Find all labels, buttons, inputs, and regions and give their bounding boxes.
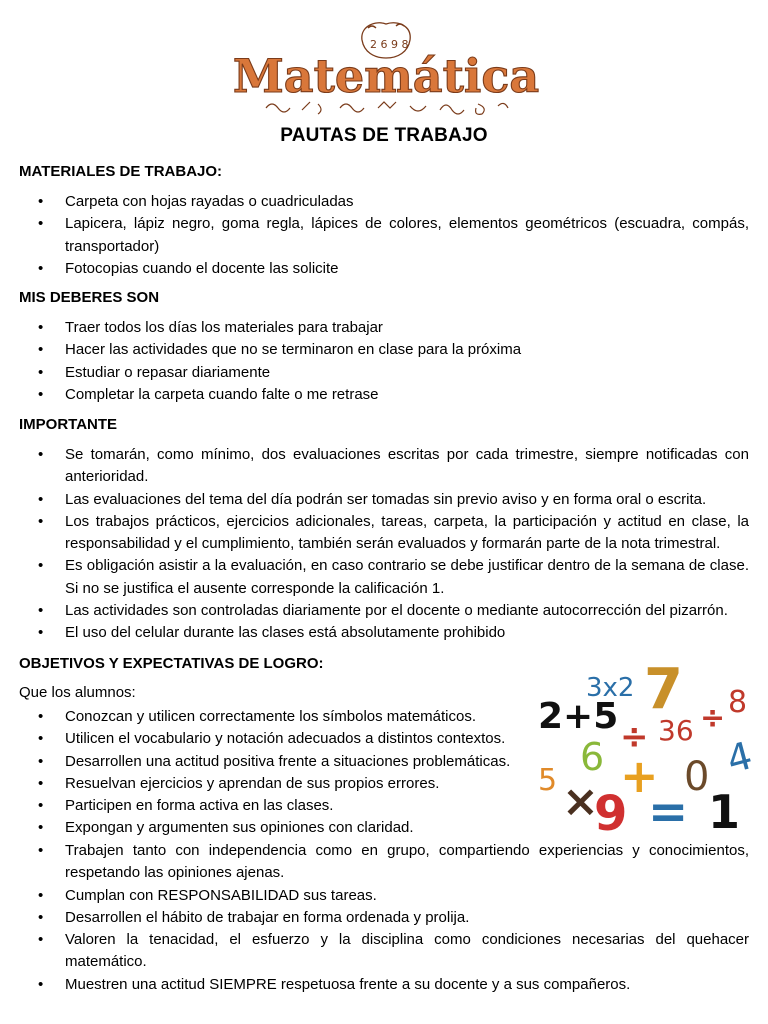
- list-item: • Las actividades son controladas diariamente por el docente o mediante autocorrección del pizarrón.: [0, 600, 749, 622]
- art-glyph: =: [648, 784, 689, 840]
- art-glyph: 7: [644, 657, 683, 722]
- bullet: •: [38, 975, 44, 993]
- bullet: •: [38, 774, 44, 792]
- list-materiales: [0, 191, 749, 280]
- art-glyph: +: [620, 749, 659, 803]
- list-item: • Las evaluaciones del tema del día podrán ser tomadas sin previo aviso y en forma oral o escrita.: [0, 489, 749, 511]
- bullet: •: [38, 886, 44, 904]
- list-item: • Desarrollen el hábito de trabajar en forma ordenada y prolija.: [0, 907, 749, 929]
- list-item: • Hacer las actividades que no se terminaron en clase para la próxima: [0, 339, 749, 361]
- list-item: • Los trabajos prácticos, ejercicios adicionales, tareas, carpeta, la participación y actitud en clase, la responsabilidad y el cumplimiento, también serán evaluados y formarán parte de la nota trimestral.: [38, 512, 749, 553]
- bullet: •: [38, 819, 44, 837]
- list-deberes: [0, 317, 749, 406]
- bullet: •: [38, 215, 44, 233]
- list-item: • Muestren una actitud SIEMPRE respetuosa frente a su docente y a sus compañeros.: [0, 974, 749, 996]
- bullet: •: [38, 602, 44, 620]
- list-item: • Desarrollen una actitud positiva frente a situaciones problemáticas.: [0, 751, 520, 773]
- list-item: • Cumplan con RESPONSABILIDAD sus tareas.: [0, 885, 749, 907]
- list-item: • Fotocopias cuando el docente las solicite: [0, 258, 749, 280]
- list-item: • Completar la carpeta cuando falte o me retrase: [0, 384, 749, 406]
- bullet: •: [38, 557, 44, 575]
- list-item: • Utilicen el vocabulario y notación adecuados a distintos contextos.: [0, 728, 520, 750]
- art-glyph: ×: [562, 776, 599, 827]
- bullet: •: [38, 931, 44, 949]
- bullet: •: [38, 512, 44, 530]
- art-glyph: ÷: [620, 717, 649, 757]
- bullet: •: [38, 730, 44, 748]
- math-numbers-illustration: [532, 650, 768, 840]
- list-objetivos-bottom: [0, 840, 749, 996]
- list-item: • Es obligación asistir a la evaluación, en caso contrario se debe justificar dentro de la semana de clase. Si no se justifica el ausente corresponde la calificación 1.: [38, 557, 749, 597]
- list-item: • Estudiar o repasar diariamente: [0, 362, 749, 384]
- bullet: •: [38, 446, 44, 463]
- bullet: •: [38, 385, 44, 403]
- art-glyph: 4: [722, 733, 757, 782]
- list-item: • Se tomarán, como mínimo, dos evaluaciones escritas por cada trimestre, siempre notificadas con anterioridad.: [38, 446, 749, 486]
- bullet: •: [38, 908, 44, 926]
- bullet: •: [38, 708, 44, 725]
- bullet: •: [38, 842, 44, 859]
- art-glyph: 9: [594, 786, 628, 842]
- bullet: •: [38, 490, 44, 508]
- list-item: • Valoren la tenacidad, el esfuerzo y la disciplina como condiciones necesarias del quehacer matemático.: [38, 931, 749, 971]
- art-glyph: 0: [684, 754, 710, 800]
- art-glyph: ÷: [700, 701, 726, 736]
- list-item: • Carpeta con hojas rayadas o cuadriculadas: [0, 191, 749, 213]
- list-item: • Lapicera, lápiz negro, goma regla, lápices de colores, elementos geométricos (escuadra, compás, transportador): [38, 215, 749, 255]
- bullet: •: [38, 193, 44, 210]
- art-glyph: 2+5: [538, 696, 619, 737]
- art-glyph: 36: [658, 714, 694, 747]
- bullet: •: [38, 797, 44, 815]
- list-item: • Conozcan y utilicen correctamente los símbolos matemáticos.: [0, 706, 520, 728]
- list-item: • El uso del celular durante las clases está absolutamente prohibido: [0, 622, 749, 644]
- list-importante: [0, 444, 749, 645]
- art-glyph: 8: [728, 685, 748, 720]
- list-item: • Traer todos los días los materiales para trabajar: [0, 317, 749, 339]
- bullet: •: [38, 319, 44, 336]
- art-glyph: 3x2: [586, 673, 635, 703]
- heading-objetivos: OBJETIVOS Y EXPECTATIVAS DE LOGRO:: [19, 655, 324, 672]
- bullet: •: [38, 624, 44, 642]
- bullet: •: [38, 259, 44, 277]
- heading-materiales: MATERIALES DE TRABAJO:: [19, 163, 223, 180]
- page-title: PAUTAS DE TRABAJO: [280, 125, 488, 146]
- doodle-numbers: 2 6 9 8: [370, 38, 409, 51]
- bullet: •: [38, 363, 44, 381]
- heading-deberes: MIS DEBERES SON: [19, 289, 160, 306]
- logo-wordmark: Matemática: [232, 49, 540, 103]
- bullet: •: [38, 341, 44, 359]
- art-glyph: 1: [708, 785, 741, 839]
- art-glyph: 5: [538, 763, 558, 798]
- bullet: •: [38, 752, 44, 770]
- heading-importante: IMPORTANTE: [19, 416, 118, 433]
- art-glyph: 6: [580, 735, 605, 779]
- list-item: • Trabajen tanto con independencia como en grupo, compartiendo experiencias y conocimientos, respetando las opiniones ajenas.: [38, 842, 749, 882]
- decorative-squiggles: [266, 102, 508, 114]
- list-objetivos-top: [0, 706, 520, 840]
- list-item: • Expongan y argumenten sus opiniones con claridad.: [0, 817, 520, 839]
- list-item: • Resuelvan ejercicios y aprendan de sus propios errores.: [0, 773, 520, 795]
- list-item: • Participen en forma activa en las clases.: [0, 795, 520, 817]
- matematica-logo: [232, 18, 540, 122]
- objetivos-intro: Que los alumnos:: [19, 684, 136, 701]
